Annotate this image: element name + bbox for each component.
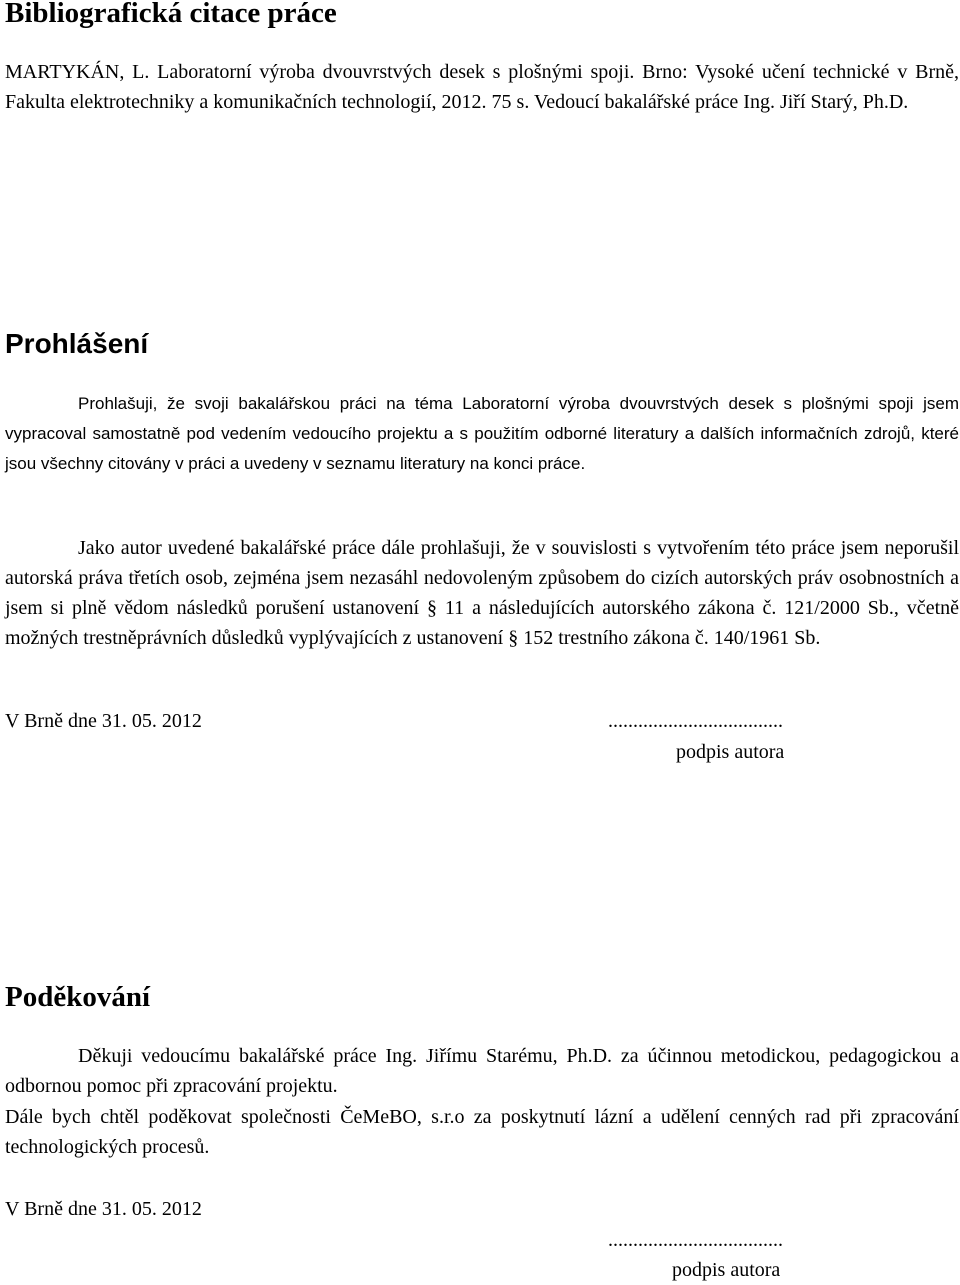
declaration-paragraph-2-part-1: Jako autor uvedené bakalářské práce dále prohlašuji, že v souvislosti s vytvořením této práce jsem neporušil autorská práva třetích osob, zejména jsem nezasáhl nedovoleným způsobem do cizích autorských práv osobnostních a jsem si plně vědom následků porušení ustanovení — [5, 537, 959, 619]
declaration-signature-line: ................................... — [608, 710, 783, 732]
declaration-heading: Prohlášení — [5, 328, 149, 359]
bibliography-citation: MARTYKÁN, L. Laboratorní výroba dvouvrstvých desek s plošnými spoji. Brno: Vysoké učení technické v Brně, Fakulta elektrotechniky a komunikačních technologií, 2012. 75 s. Vedoucí bakalářské práce Ing. Jiří Starý, Ph.D. — [5, 61, 959, 113]
declaration-paragraph-2-part-3: 152 trestního zákona č. 140/1961 Sb. — [518, 627, 821, 649]
acknowledgement-paragraph-1: Děkuji vedoucímu bakalářské práce Ing. Jiřímu Starému, Ph.D. za účinnou metodickou, pedagogickou a odbornou pomoc při zpracování projektu. — [5, 1045, 959, 1097]
declaration-paragraph-2 — [5, 533, 959, 653]
declaration-signature-label: podpis autora — [676, 741, 785, 763]
acknowledgement-heading: Poděkování — [5, 981, 151, 1013]
acknowledgement-signature-line: ................................... — [608, 1229, 783, 1251]
acknowledgement-signature-label: podpis autora — [672, 1259, 781, 1281]
section-sign-1: § — [427, 597, 437, 619]
acknowledgement-paragraph-2: Dále bych chtěl poděkovat společnosti ČeMeBO, s.r.o za poskytnutí lázní a udělení cenných rad při zpracování technologických procesů. — [5, 1106, 959, 1158]
acknowledgement-place-date: V Brně dne 31. 05. 2012 — [5, 1198, 202, 1220]
section-sign-2: § — [508, 627, 519, 649]
declaration-place-date: V Brně dne 31. 05. 2012 — [5, 710, 202, 732]
declaration-paragraph-1: Prohlašuji, že svoji bakalářskou práci na téma Laboratorní výroba dvouvrstvých desek s plošnými spoji jsem vypracoval samostatně pod vedením vedoucího projektu a s použitím odborné literatury a dalších informačních zdrojů, které jsou všechny citovány v práci a uvedeny v seznamu literatury na konci práce. — [5, 394, 959, 473]
declaration-paragraph-2-part-2: 11 a následujících autorského zákona č. 121/2000 Sb., včetně možných trestněprávních důsledků vyplývajících z ustanovení — [5, 597, 959, 649]
bibliography-heading: Bibliografická citace práce — [5, 0, 337, 29]
